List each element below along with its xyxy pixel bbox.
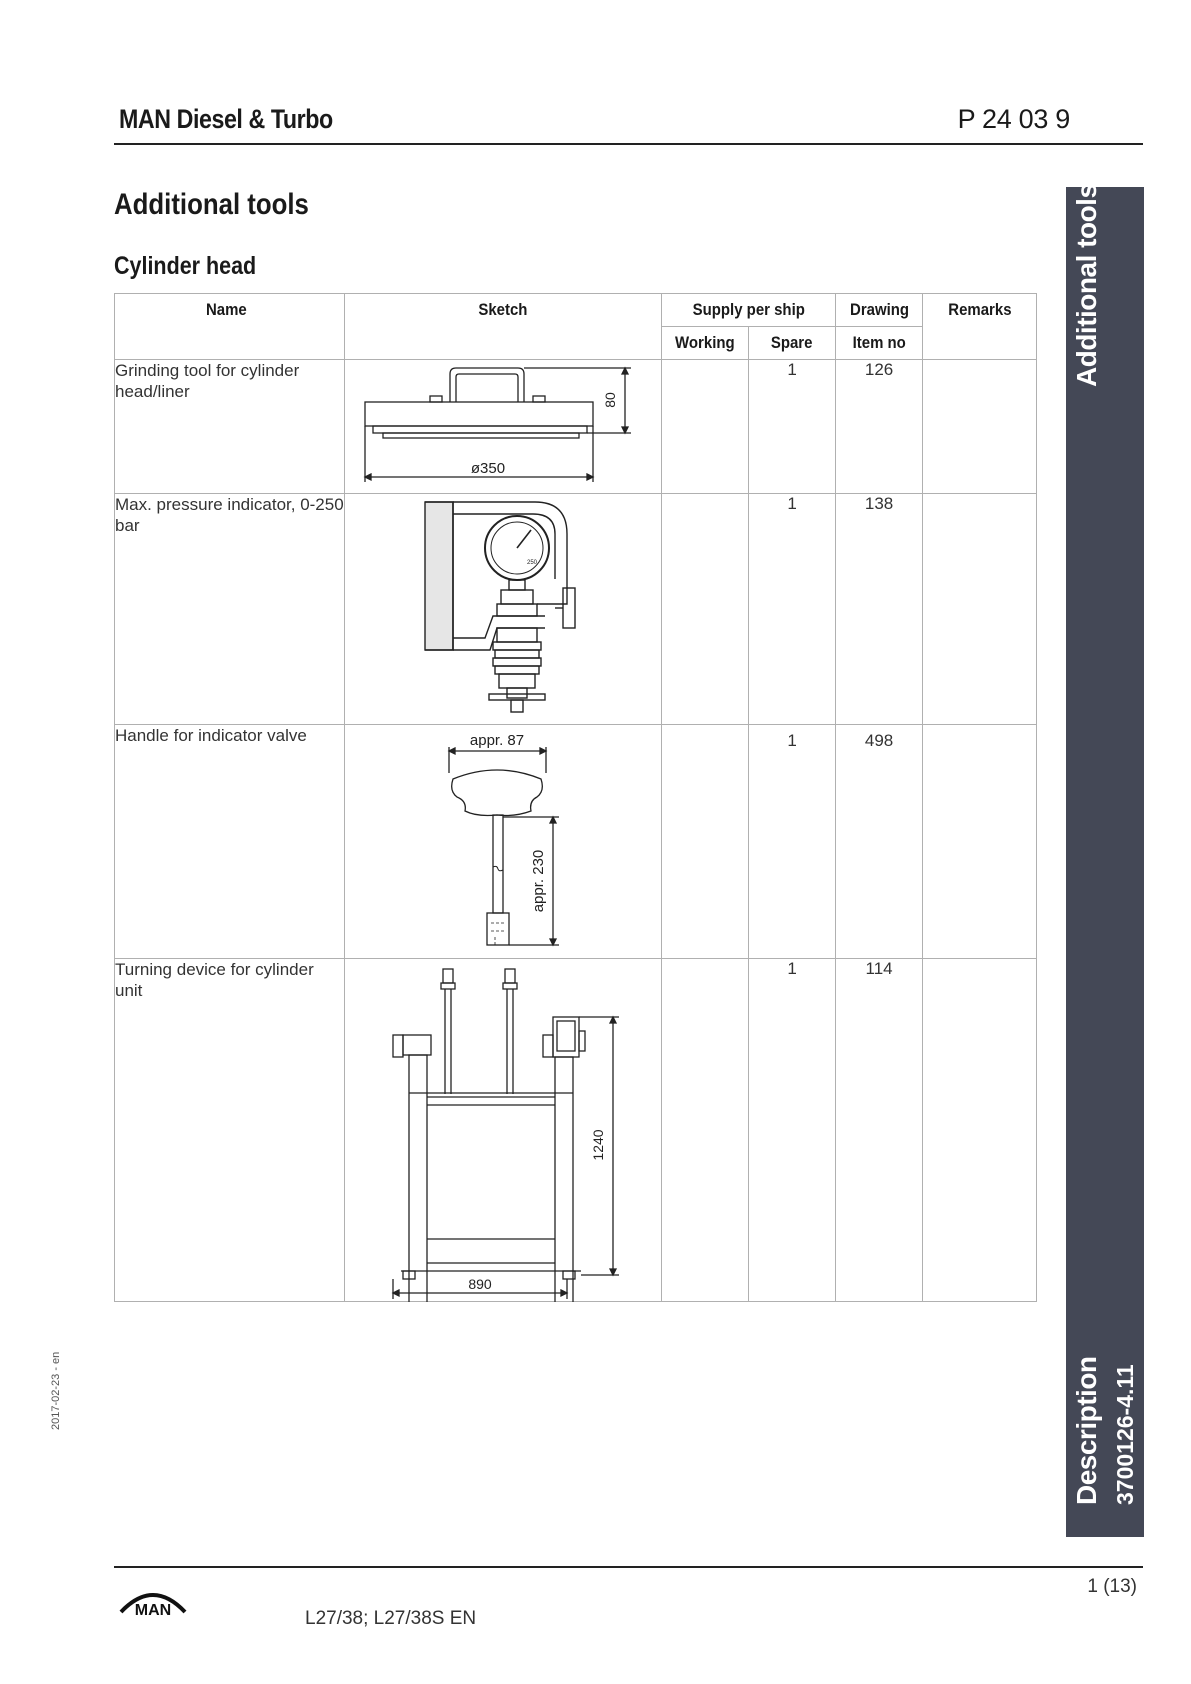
sketch-indicator-handle bbox=[344, 725, 662, 959]
dim-height-label: 1240 bbox=[589, 1129, 606, 1161]
spare-qty: 1 bbox=[749, 959, 836, 1302]
spare-qty: 1 bbox=[749, 725, 836, 959]
table-header-row bbox=[115, 294, 1037, 327]
working-qty bbox=[662, 494, 749, 725]
man-logo bbox=[118, 1584, 188, 1618]
dim-height-label: 80 bbox=[601, 392, 618, 408]
item-no: 498 bbox=[836, 725, 923, 959]
table-row bbox=[115, 360, 1037, 494]
tool-name: Max. pressure indicator, 0-250 bar bbox=[115, 494, 345, 725]
tool-name: Grinding tool for cylinder head/liner bbox=[115, 360, 345, 494]
dim-width-label: appr. 87 bbox=[469, 732, 524, 749]
working-qty bbox=[662, 959, 749, 1302]
gauge-max-label: 250 bbox=[526, 560, 537, 566]
header-sketch: Sketch bbox=[344, 294, 662, 360]
remarks bbox=[923, 959, 1037, 1302]
remarks bbox=[923, 725, 1037, 959]
dim-diameter-label: ø350 bbox=[470, 460, 505, 477]
working-qty bbox=[662, 725, 749, 959]
item-no: 126 bbox=[836, 360, 923, 494]
header-remarks: Remarks bbox=[923, 294, 1037, 360]
header-supply: Supply per ship bbox=[662, 294, 836, 327]
tool-name: Turning device for cylinder unit bbox=[115, 959, 345, 1302]
item-no: 138 bbox=[836, 494, 923, 725]
page-title: Additional tools bbox=[114, 188, 309, 221]
working-qty bbox=[662, 360, 749, 494]
sidebar-title: Additional tools bbox=[1071, 183, 1102, 387]
item-no: 114 bbox=[836, 959, 923, 1302]
table-row bbox=[115, 959, 1037, 1302]
section-title: Cylinder head bbox=[114, 252, 257, 280]
sketch-pressure-indicator bbox=[344, 494, 662, 725]
remarks bbox=[923, 494, 1037, 725]
dim-width-label: 890 bbox=[468, 1276, 492, 1292]
table-row bbox=[115, 494, 1037, 725]
spare-qty: 1 bbox=[749, 494, 836, 725]
tools-table bbox=[114, 293, 1037, 1302]
header-drawing: Drawing bbox=[836, 294, 923, 327]
man-logo-text: MAN bbox=[134, 1602, 172, 1618]
date-language-stamp: 2017-02-23 - en bbox=[50, 1351, 62, 1430]
header-item-no: Item no bbox=[836, 327, 923, 360]
spare-qty: 1 bbox=[749, 360, 836, 494]
header-working: Working bbox=[662, 327, 749, 360]
sidebar-doc-number: 3700126-4.11 bbox=[1112, 1364, 1138, 1505]
header-document-code: P 24 03 9 bbox=[957, 104, 1070, 134]
header-divider bbox=[114, 143, 1143, 145]
dim-length-label: appr. 230 bbox=[529, 849, 547, 913]
remarks bbox=[923, 360, 1037, 494]
header-name: Name bbox=[115, 294, 345, 360]
sidebar-band bbox=[1066, 187, 1144, 1537]
sidebar-description: Description bbox=[1071, 1356, 1102, 1505]
footer-divider bbox=[114, 1566, 1143, 1568]
sketch-turning-device bbox=[344, 959, 662, 1302]
header-company: MAN Diesel & Turbo bbox=[119, 104, 333, 134]
page-number: 1 (13) bbox=[1087, 1576, 1137, 1597]
engine-type: L27/38; L27/38S EN bbox=[305, 1608, 477, 1629]
table-row bbox=[115, 725, 1037, 959]
header-spare: Spare bbox=[749, 327, 836, 360]
tool-name: Handle for indicator valve bbox=[115, 725, 345, 959]
sketch-grinding-tool bbox=[344, 360, 662, 494]
